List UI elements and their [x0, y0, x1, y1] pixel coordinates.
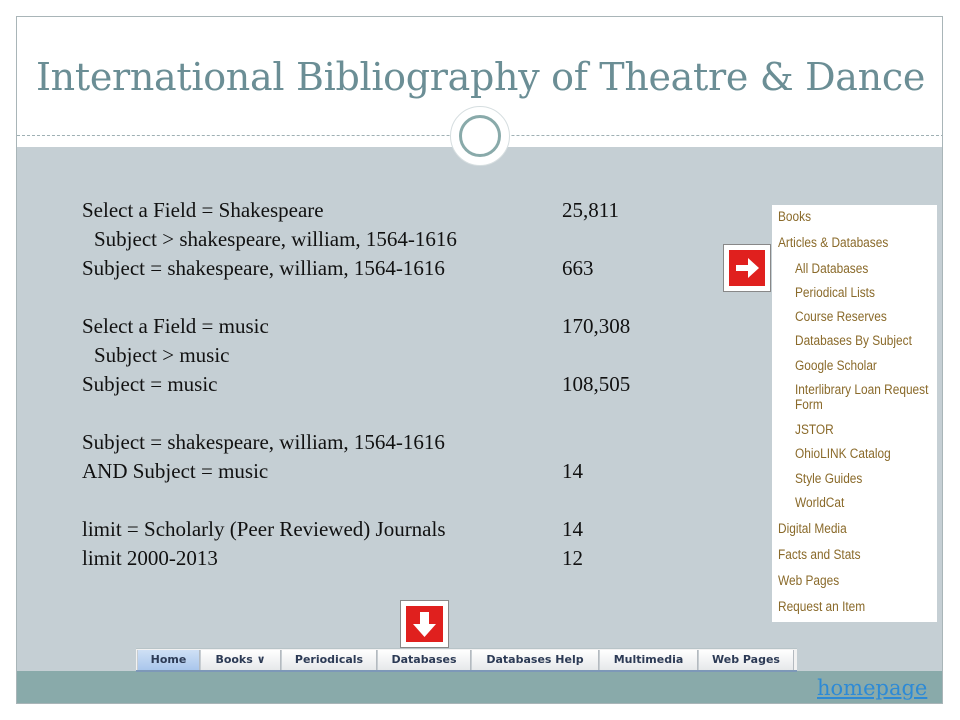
search-query: Select a Field = music: [82, 314, 269, 338]
tab-home[interactable]: Home: [137, 650, 200, 670]
search-query: Subject = shakespeare, william, 1564-1616: [82, 256, 445, 280]
arrow-right-icon: [723, 244, 771, 292]
search-row: [82, 428, 457, 457]
menu-item-all-databases[interactable]: All Databases: [795, 261, 869, 276]
bottom-band: [17, 671, 943, 704]
search-row: [82, 312, 631, 341]
search-history: [82, 196, 631, 573]
result-count: 25,811: [562, 198, 619, 222]
search-row-spacer: [82, 486, 457, 515]
tab-web-pages[interactable]: Web Pages: [698, 650, 794, 670]
result-count: 663: [562, 256, 594, 280]
search-query: limit = Scholarly (Peer Reviewed) Journals: [82, 517, 446, 541]
search-row-spacer: [82, 399, 457, 428]
menu-item-course-reserves[interactable]: Course Reserves: [795, 309, 887, 324]
homepage-link[interactable]: homepage: [817, 676, 928, 700]
result-count: 14: [562, 517, 583, 541]
search-query: Select a Field = Shakespeare: [82, 198, 324, 222]
search-row-spacer: [82, 283, 457, 312]
search-row: [82, 225, 457, 254]
search-row: [82, 254, 594, 283]
result-count: 12: [562, 546, 583, 570]
tab-books[interactable]: Books ∨: [200, 650, 281, 670]
search-query: Subject > shakespeare, william, 1564-1616: [94, 227, 457, 251]
menu-item-digital-media[interactable]: Digital Media: [778, 521, 847, 536]
tab-databases-help[interactable]: Databases Help: [471, 650, 599, 670]
result-count: 14: [562, 459, 583, 483]
menu-item-request-an-item[interactable]: Request an Item: [778, 599, 866, 614]
tab-multimedia[interactable]: Multimedia: [599, 650, 698, 670]
search-query: Subject = shakespeare, william, 1564-1616: [82, 430, 445, 454]
menu-item-style-guides[interactable]: Style Guides: [795, 471, 863, 486]
search-row: [82, 196, 619, 225]
tab-databases[interactable]: Databases: [377, 650, 471, 670]
menu-item-google-scholar[interactable]: Google Scholar: [795, 358, 877, 373]
tab-periodicals[interactable]: Periodicals: [281, 650, 377, 670]
search-query: AND Subject = music: [82, 459, 269, 483]
site-navbar: [136, 648, 797, 672]
search-row: [82, 515, 583, 544]
menu-item-jstor[interactable]: JSTOR: [795, 422, 834, 437]
search-query: limit 2000-2013: [82, 546, 218, 570]
menu-item-web-pages[interactable]: Web Pages: [778, 573, 840, 588]
menu-item-periodical-lists[interactable]: Periodical Lists: [795, 285, 875, 300]
search-row: [82, 341, 457, 370]
search-query: Subject = music: [82, 372, 218, 396]
result-count: 170,308: [562, 314, 631, 338]
menu-item-facts-and-stats[interactable]: Facts and Stats: [778, 547, 861, 562]
menu-item-ohiolink-catalog[interactable]: OhioLINK Catalog: [795, 446, 891, 461]
menu-item-articles-databases[interactable]: Articles & Databases: [778, 235, 889, 250]
menu-item-interlibrary-loan[interactable]: Interlibrary Loan Request Form: [795, 382, 929, 412]
library-menu: [772, 205, 937, 622]
arrow-down-icon: [400, 600, 449, 648]
menu-item-books[interactable]: Books: [778, 209, 812, 224]
search-query: Subject > music: [94, 343, 230, 367]
circle-ornament: [450, 106, 510, 166]
menu-item-worldcat[interactable]: WorldCat: [795, 495, 845, 510]
search-row: [82, 544, 583, 573]
search-row: [82, 370, 631, 399]
result-count: 108,505: [562, 372, 631, 396]
page-title: International Bibliography of Theatre & Dance: [35, 55, 926, 99]
search-row: [82, 457, 583, 486]
menu-item-databases-by-subject[interactable]: Databases By Subject: [795, 333, 912, 348]
